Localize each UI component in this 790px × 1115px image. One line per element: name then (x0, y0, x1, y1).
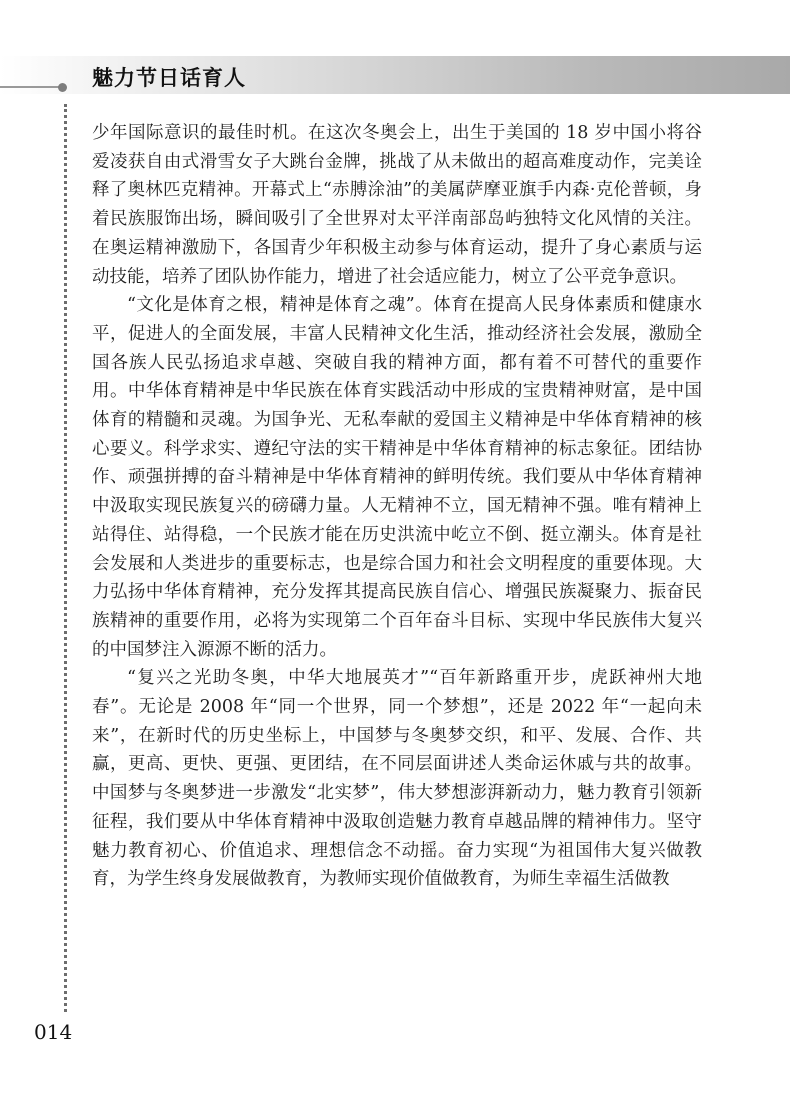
body-text (92, 119, 702, 894)
paragraph: “文化是体育之根，精神是体育之魂”。体育在提高人民身体素质和健康水平，促进人的全面发展，丰富人民精神文化生活，推动经济社会发展，激励全国各族人民弘扬追求卓越、突破自我的精神方面，都有着不可替代的重要作用。中华体育精神是中华民族在体育实践活动中形成的宝贵精神财富，是中国体育的精髓和灵魂。为国争光、无私奉献的爱国主义精神是中华体育精神的核心要义。科学求实、遵纪守法的实干精神是中华体育精神的标志象征。团结协作、顽强拼搏的奋斗精神是中华体育精神的鲜明传统。我们要从中华体育精神中汲取实现民族复兴的磅礴力量。人无精神不立，国无精神不强。唯有精神上站得住、站得稳，一个民族才能在历史洪流中屹立不倒、挺立潮头。体育是社会发展和人类进步的重要标志，也是综合国力和社会文明程度的重要体现。大力弘扬中华体育精神，充分发挥其提高民族自信心、增强民族凝聚力、振奋民族精神的重要作用，必将为实现第二个百年奋斗目标、实现中华民族伟大复兴的中国梦注入源源不断的活力。 (92, 295, 702, 660)
running-header-title: 魅力节日话育人 (92, 66, 246, 90)
paragraph: 少年国际意识的最佳时机。在这次冬奥会上，出生于美国的 18 岁中国小将谷爱凌获自由式滑雪女子大跳台金牌，挑战了从未做出的超高难度动作，完美诠释了奥林匹克精神。开幕式上“赤膊涂油”的美属萨摩亚旗手内森·克伦普顿，身着民族服饰出场，瞬间吸引了全世界对太平洋南部岛屿独特文化风情的关注。在奥运精神激励下，各国青少年积极主动参与体育运动，提升了身心素质与运动技能，培养了团队协作能力，增进了社会适应能力，树立了公平竞争意识。 (92, 123, 702, 287)
paragraph: “复兴之光助冬奥，中华大地展英才”“百年新路重开步，虎跃神州大地春”。无论是 2008 年“同一个世界，同一个梦想”，还是 2022 年“一起向未来”，在新时代的历史坐标上，中国梦与冬奥梦交织，和平、发展、合作、共赢，更高、更快、更强、更团结，在不同层面讲述人类命运休戚与共的故事。中国梦与冬奥梦进一步激发“北实梦”，伟大梦想澎湃新动力，魅力教育引领新征程，我们要从中华体育精神中汲取创造魅力教育卓越品牌的精神伟力。坚守魅力教育初心、价值追求、理想信念不动摇。奋力实现“为祖国伟大复兴做教育，为学生终身发展做教育，为教师实现价值做教育，为师生幸福生活做教 (92, 668, 702, 890)
header-dot (58, 83, 67, 92)
dotted-margin-rule (64, 104, 67, 1012)
page-number: 014 (34, 1020, 73, 1044)
header-line (0, 86, 62, 88)
